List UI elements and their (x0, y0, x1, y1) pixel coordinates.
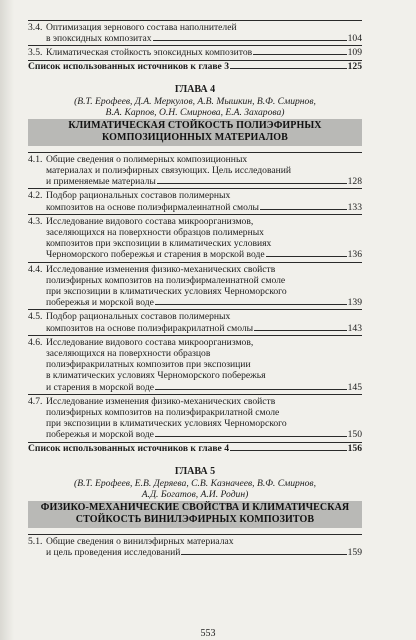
entry-text-line: при экспозиции в климатических условиях Черноморского (46, 286, 287, 298)
toc-entry (28, 21, 362, 45)
leader-dots (155, 389, 347, 390)
entry-last-line (46, 429, 362, 440)
toc-entry (28, 215, 362, 262)
entry-text-line: композитов на основе полиэфиракрилатной смолы (46, 322, 254, 334)
entry-number: 3.5. (28, 47, 43, 59)
leader-dots (155, 436, 347, 437)
entry-last-line (46, 47, 362, 58)
toc-entry (28, 535, 362, 559)
page-edge-shadow (0, 0, 14, 640)
entry-text-line: заселяющихся на поверхности образцов (46, 348, 211, 360)
toc-content (28, 0, 362, 559)
page-ref: 125 (347, 60, 362, 72)
page-ref: 133 (347, 201, 362, 213)
entry-last-line (46, 176, 362, 187)
entry-last-line (46, 297, 362, 308)
entry-text-line: Подбор рациональных составов полимерных (46, 311, 231, 323)
leader-dots (266, 256, 347, 257)
chapter-4-title: ГЛАВА 4 (174, 83, 216, 95)
leader-dots (157, 183, 347, 184)
entry-last-line (46, 323, 362, 334)
entry-text-line: и старения в морской воде (46, 381, 154, 393)
entry-text-line: полиэфирных композитов на полиэфиракрилатной смоле (46, 407, 280, 419)
leader-dots (230, 450, 347, 451)
entry-text-line: Исследование изменения физико-механических свойств (46, 395, 276, 407)
leader-dots (253, 54, 346, 55)
entry-last-line (46, 33, 362, 44)
toc-section-chapter4 (28, 152, 362, 442)
entry-text-line: Оптимизация зернового состава наполнителей (46, 22, 237, 33)
page-ref: 104 (347, 33, 362, 45)
entry-number: 5.1. (28, 535, 43, 547)
entry-text-line: побережья и морской воде (46, 297, 154, 309)
page-ref: 143 (347, 322, 362, 334)
leader-dots (254, 330, 346, 331)
heading-line: СТОЙКОСТЬ ВИНИЛЭФИРНЫХ КОМПОЗИТОВ (75, 513, 315, 525)
authors-line: А.Д. Богатов, А.И. Родин) (141, 489, 249, 501)
entry-number: 4.2. (28, 190, 43, 202)
entry-text-line: Общие сведения о винилэфирных материалах (46, 535, 234, 547)
references-chapter3 (28, 61, 362, 72)
entry-text-line: Общие сведения о полимерных композиционных (46, 153, 248, 165)
entry-text-line: полиэфиракрилатных композитов при экспозиции (46, 359, 251, 371)
entry-text-line: Исследование видового состава микроорганизмов, (46, 336, 254, 348)
entry-last-line (46, 382, 362, 393)
entry-text-line: и применяемые материалы (46, 176, 156, 188)
entry-text-line: в эпоксидных композитах (46, 33, 152, 45)
chapter-4-authors (28, 96, 362, 119)
entry-text-line: Исследование изменения физико-механических свойств (46, 263, 276, 275)
entry-text-line: в климатических условиях Черноморского побережья (46, 370, 266, 382)
entry-number: 4.7. (28, 395, 43, 407)
entry-last-line (46, 547, 362, 558)
entry-number: 4.3. (28, 215, 43, 227)
toc-entry (28, 153, 362, 189)
entry-text-line: при экспозиции в климатических условиях Черноморского (46, 418, 287, 430)
authors-line: (В.Т. Ерофеев, Е.В. Деряева, С.В. Казначеев, В.Ф. Смирнов, (74, 477, 316, 489)
entry-text-line: композитов при экспозиции в климатических условиях (46, 238, 272, 250)
heading-line: ФИЗИКО-МЕХАНИЧЕСКИЕ СВОЙСТВА И КЛИМАТИЧЕСКАЯ (40, 501, 350, 513)
toc-entry (28, 46, 362, 59)
references-chapter4 (28, 443, 362, 454)
entry-number: 4.4. (28, 263, 43, 275)
page-ref: 145 (347, 381, 362, 393)
entry-number: 4.5. (28, 311, 43, 323)
toc-entry (28, 336, 362, 394)
page-ref: 156 (347, 442, 362, 454)
references-label: Список использованных источников к главе 4 (28, 442, 230, 454)
entry-last-line (46, 202, 362, 213)
entry-text-line: побережья и морской воде (46, 429, 154, 441)
page-number: 553 (200, 628, 216, 639)
page-ref: 159 (347, 547, 362, 559)
page-ref: 139 (347, 297, 362, 309)
entry-number: 3.4. (28, 22, 43, 33)
entry-text-line: заселяющихся на поверхности образцов полимерных (46, 227, 264, 239)
chapter-4-heading-band (28, 119, 362, 146)
entry-text-line: Исследование видового состава микроорганизмов, (46, 215, 254, 227)
chapter-5-authors (28, 478, 362, 501)
leader-dots (181, 554, 346, 555)
toc-section-chapter5 (28, 534, 362, 559)
references-label: Список использованных источников к главе 3 (28, 60, 230, 72)
entry-text-line: и цель проведения исследований (46, 547, 181, 559)
toc-entry (28, 263, 362, 310)
leader-dots (155, 304, 347, 305)
authors-line: В.А. Карпов, О.Н. Смирнова, Е.А. Захарова) (105, 107, 285, 119)
heading-line: КОМПОЗИЦИОННЫХ МАТЕРИАЛОВ (102, 131, 288, 143)
toc-entry (28, 189, 362, 213)
entry-text-line: Черноморского побережья и старения в морской воде (46, 249, 265, 261)
chapter-5-title: ГЛАВА 5 (174, 465, 216, 477)
page-ref: 150 (347, 429, 362, 441)
entry-text-line: материалах и полиэфирных связующих. Цель исследований (46, 165, 292, 177)
entry-text-line: Климатическая стойкость эпоксидных композитов (46, 47, 253, 59)
entry-text-line: полиэфирных композитов на полиэфирмалеинатной смоле (46, 274, 286, 286)
entry-last-line (46, 249, 362, 260)
entry-number: 4.6. (28, 336, 43, 348)
page-ref: 109 (347, 47, 362, 59)
entry-text-line: Подбор рациональных составов полимерных (46, 190, 231, 202)
toc-entry (28, 395, 362, 442)
page-ref: 136 (347, 249, 362, 261)
leader-dots (260, 209, 347, 210)
chapter-5-heading-band (28, 501, 362, 528)
leader-dots (230, 68, 347, 69)
authors-line: (В.Т. Ерофеев, Д.А. Меркулов, А.В. Мышкин, В.Ф. Смирнов, (74, 95, 316, 107)
toc-entry (28, 310, 362, 334)
page-ref: 128 (347, 176, 362, 188)
toc-section-chapter3-end (28, 20, 362, 60)
heading-line: КЛИМАТИЧЕСКАЯ СТОЙКОСТЬ ПОЛИЭФИРНЫХ (68, 119, 322, 131)
entry-number: 4.1. (28, 153, 43, 165)
leader-dots (153, 40, 347, 41)
entry-text-line: композитов на основе полиэфирмалеинатной смолы (46, 201, 260, 213)
